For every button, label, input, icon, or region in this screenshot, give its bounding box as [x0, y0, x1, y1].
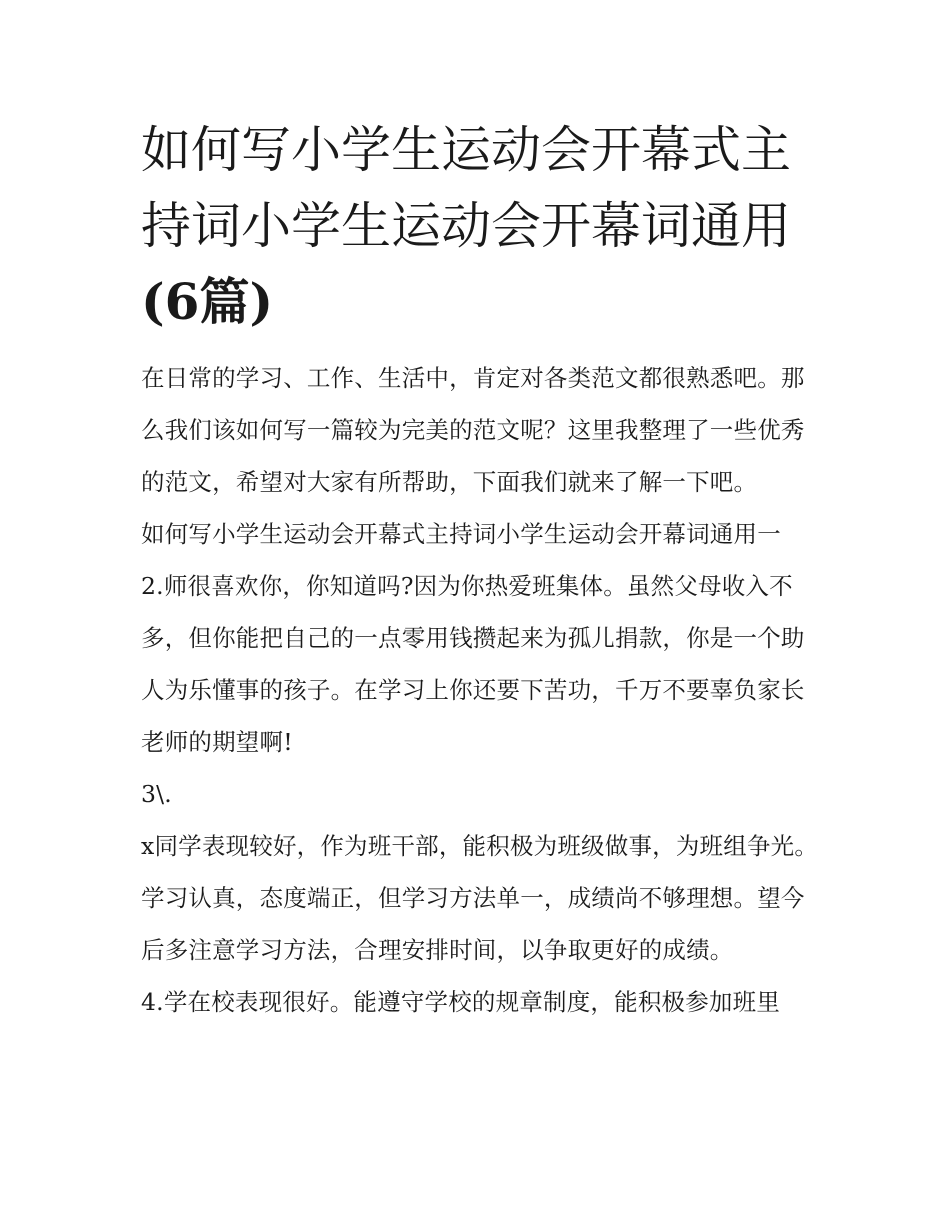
intro-paragraph: 在日常的学习、工作、生活中，肯定对各类范文都很熟悉吧。那么我们该如何写一篇较为完美的范文呢？这里我整理了一些优秀的范文，希望对大家有所帮助，下面我们就来了解一下吧。 [141, 364, 805, 496]
body-paragraph: 4.学在校表现很好。能遵守学校的规章制度，能积极参加班里 [141, 988, 781, 1016]
document-title [141, 112, 821, 340]
section-heading: 如何写小学生运动会开幕式主持词小学生运动会开幕词通用一 [141, 520, 781, 548]
body-paragraph: x同学表现较好，作为班干部，能积极为班级做事，为班组争光。学习认真，态度端正，但学习方法单一，成绩尚不够理想。望今后多注意学习方法，合理安排时间，以争取更好的成绩。 [141, 832, 819, 964]
title-main: 如何写小学生运动会开幕式主持词小学生运动会开幕词通用 [141, 121, 791, 255]
body-paragraph: 3\. [141, 780, 172, 808]
title-suffix: (6篇) [141, 272, 274, 331]
document-page [141, 112, 821, 1028]
body-paragraph: 2.师很喜欢你，你知道吗?因为你热爱班集体。虽然父母收入不多，但你能把自己的一点零用钱攒起来为孤儿捐款，你是一个助人为乐懂事的孩子。在学习上你还要下苦功，千万不要辜负家长老师的期望啊! [141, 572, 805, 756]
